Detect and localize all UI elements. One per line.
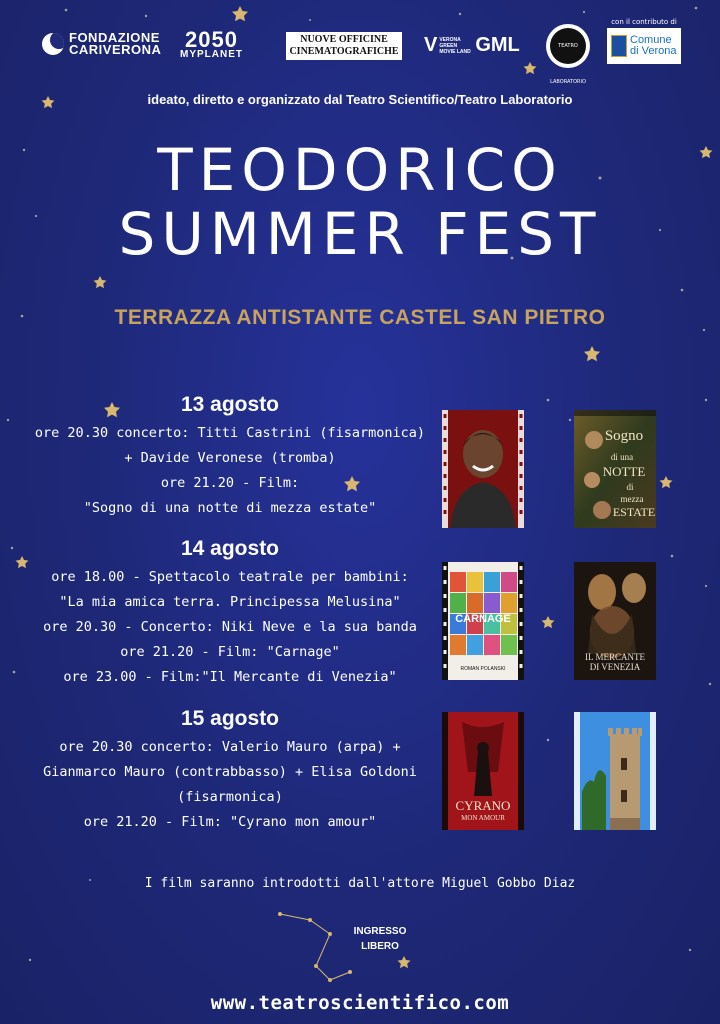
libero-text: LIBERO (361, 941, 399, 952)
vgml-text: GML (475, 34, 520, 56)
nuove-officine-line1: NUOVE OFFICINE (300, 34, 388, 45)
footer-note: I film saranno introdotti dall'attore Miguel Gobbo Diaz (144, 876, 576, 891)
program-line: + Davide Veronese (tromba) (124, 450, 336, 466)
teatro-laboratorio-text: TEATRO LABORATORIO (550, 28, 586, 64)
myplanet-text: MYPLANET (180, 49, 243, 60)
comune-text: Comune (630, 34, 672, 46)
program-line: ore 21.20 - Film: (160, 475, 300, 491)
castel-san-pietro-photo (574, 712, 656, 830)
day-date: 14 agosto (180, 537, 280, 560)
verona-shield-icon (611, 35, 627, 57)
carnage-poster-credit: ROMAN POLANSKI (460, 666, 506, 672)
program-line: Gianmarco Mauro (contrabbasso) + Elisa Goldoni (43, 764, 417, 780)
title-line-2: SUMMER FEST (118, 200, 602, 268)
sponsor-logos (0, 18, 720, 85)
svg-text:di: di (626, 482, 634, 492)
actor-portrait-photo (442, 410, 524, 528)
myplanet-2050-logo (180, 27, 243, 60)
program-line: "La mia amica terra. Principessa Melusina" (59, 594, 401, 610)
day-date: 15 agosto (180, 707, 280, 730)
program-line: ore 21.20 - Film: "Cyrano mon amour" (83, 814, 377, 830)
star-icon (660, 476, 673, 488)
svg-text:NOTTE: NOTTE (602, 464, 646, 479)
comune-di-verona-logo (604, 18, 684, 64)
svg-text:Sogno: Sogno (604, 428, 644, 444)
vgml-mid-text: VERONA GREEN MOVIE LAND (439, 36, 471, 55)
mercante-poster (574, 562, 656, 680)
program-line: ore 20.30 concerto: Valerio Mauro (arpa) + (59, 739, 401, 755)
program-line: ore 20.30 - Concerto: Niki Neve e la sua banda (43, 619, 417, 635)
teatro-laboratorio-logo (546, 24, 590, 85)
star-icon (542, 616, 555, 628)
day-date: 13 agosto (180, 393, 280, 416)
carnage-poster (442, 562, 524, 680)
svg-text:DI VENEZIA: DI VENEZIA (589, 662, 641, 672)
program-line: ore 23.00 - Film:"Il Mercante di Venezia" (63, 669, 397, 685)
fondazione-text: FONDAZIONE (69, 30, 160, 45)
svg-text:ESTATE: ESTATE (612, 505, 656, 519)
program-line: ore 18.00 - Spettacolo teatrale per bambini: (51, 569, 409, 585)
cyrano-poster-title: CYRANO (455, 798, 511, 813)
di-verona-text: di Verona (630, 45, 677, 57)
nuove-officine-line2: CINEMATOGRAFICHE (289, 46, 399, 57)
myplanet-2050-text: 2050 (185, 27, 238, 52)
svg-text:di una: di una (610, 452, 634, 462)
svg-text:mezza: mezza (620, 494, 644, 504)
sogno-poster (574, 410, 656, 528)
vgml-logo (424, 34, 520, 57)
star-icon (232, 6, 248, 21)
day-13-agosto (20, 392, 440, 521)
day-14-agosto (20, 536, 440, 690)
festival-title (0, 138, 720, 266)
cariverona-mark-icon (42, 33, 64, 55)
svg-text:IL MERCANTE: IL MERCANTE (585, 652, 645, 662)
credits-line: ideato, diretto e organizzato dal Teatro Scientifico/Teatro Laboratorio (147, 92, 573, 107)
website-url[interactable]: www.teatroscientifico.com (210, 992, 510, 1014)
cyrano-poster-subtitle: MON AMOUR (461, 814, 505, 822)
cariverona-text: CARIVERONA (69, 42, 162, 57)
day-15-agosto (20, 706, 440, 835)
vgml-v-text: V (424, 34, 438, 56)
program-line: ore 20.30 concerto: Titti Castrini (fisarmonica) (34, 425, 426, 441)
contributo-label: con il contributo di (611, 18, 677, 26)
ingresso-libero-label (340, 924, 420, 954)
program-line: (fisarmonica) (177, 789, 283, 805)
star-icon (94, 276, 107, 288)
program-line: ore 21.20 - Film: "Carnage" (120, 644, 340, 660)
nuove-officine-logo (286, 32, 402, 60)
carnage-poster-title: CARNAGE (455, 613, 511, 625)
title-line-1: TEODORICO (157, 136, 563, 204)
star-icon (584, 346, 600, 361)
cyrano-poster (442, 712, 524, 830)
venue: TERRAZZA ANTISTANTE CASTEL SAN PIETRO (114, 306, 606, 329)
program-line: "Sogno di una notte di mezza estate" (83, 500, 377, 516)
ingresso-text: INGRESSO (353, 926, 407, 937)
fondazione-cariverona-logo (42, 32, 161, 56)
